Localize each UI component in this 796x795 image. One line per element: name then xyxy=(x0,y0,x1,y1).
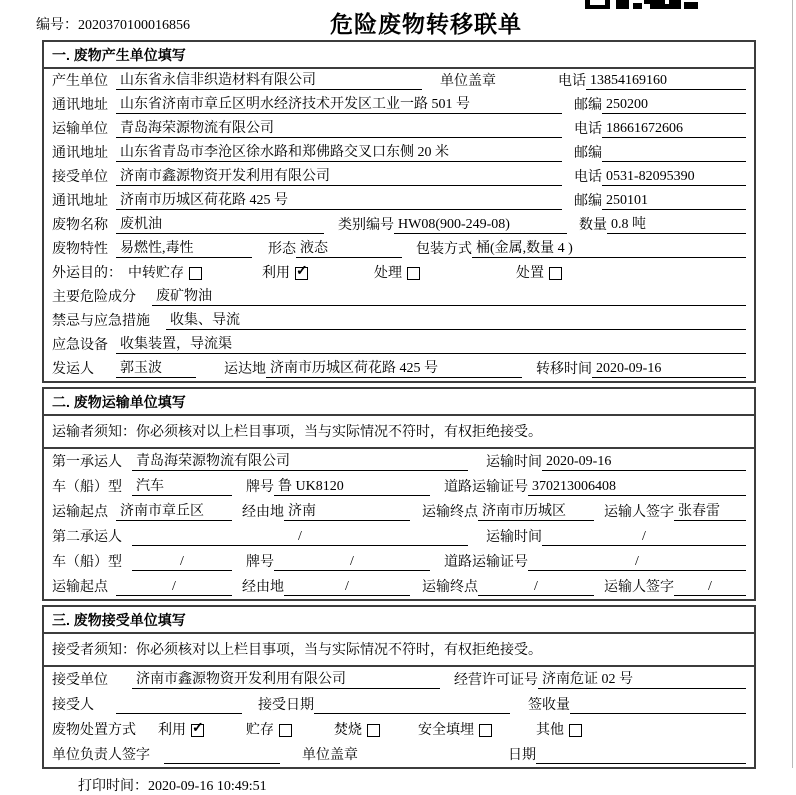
field-value: 山东省济南市章丘区明水经济技术开发区工业一路 501 号 xyxy=(116,93,562,114)
date-value xyxy=(536,763,746,764)
seal-label: 单位盖章 xyxy=(302,748,358,763)
time-value: / xyxy=(542,529,746,546)
field-label: 车（船）型 xyxy=(52,555,122,570)
phone-label: 电话 xyxy=(574,170,602,185)
field-label: 主要危险成分 xyxy=(52,290,136,305)
option-treat xyxy=(374,262,420,282)
field-label: 外运目的： xyxy=(52,266,122,281)
plate-value: / xyxy=(274,554,430,571)
section-1-title: 一. 废物产生单位填写 xyxy=(44,42,754,69)
row-waste-property xyxy=(44,237,754,261)
section-3-title: 三. 废物接受单位填写 xyxy=(44,607,754,634)
row-receiver-address xyxy=(44,189,754,213)
row-first-carrier xyxy=(44,449,754,474)
checkbox-checked-icon[interactable] xyxy=(295,267,308,280)
row-main-hazard xyxy=(44,285,754,309)
plate-label: 牌号 xyxy=(246,555,274,570)
page-title: 危险废物转移联单 xyxy=(330,11,522,37)
serial-value: 2020370100016856 xyxy=(78,18,190,33)
checkbox-unchecked-icon[interactable] xyxy=(479,724,492,737)
license-label: 经营许可证号 xyxy=(454,673,538,688)
row-responsible-sign xyxy=(44,742,754,767)
field-label: 通讯地址 xyxy=(52,146,108,161)
pack-value: 桶(金属,数量 4 ) xyxy=(472,237,746,258)
via-label: 经由地 xyxy=(242,580,284,595)
end-value: / xyxy=(478,579,594,596)
row-route-2 xyxy=(44,574,754,599)
seal-label: 单位盖章 xyxy=(440,74,496,89)
phone-label: 电话 xyxy=(574,122,602,137)
end-value: 济南市历城区 xyxy=(478,500,594,521)
phone-value: 13854169160 xyxy=(586,73,746,90)
via-value: 济南 xyxy=(284,500,410,521)
field-label: 接受人 xyxy=(52,698,94,713)
option-landfill xyxy=(418,719,492,739)
checkbox-unchecked-icon[interactable] xyxy=(569,724,582,737)
option-utilize xyxy=(158,719,204,739)
section-receiver xyxy=(42,605,756,769)
checkbox-unchecked-icon[interactable] xyxy=(549,267,562,280)
receipt-qty-value xyxy=(570,713,746,714)
vehicle-type: / xyxy=(132,554,232,571)
field-label: 接受单位 xyxy=(52,673,108,688)
zip-value: 250200 xyxy=(602,97,746,114)
qty-label: 数量 xyxy=(579,218,607,233)
row-vehicle-2 xyxy=(44,549,754,574)
option-incinerate xyxy=(334,719,380,739)
receiver-notice: 接受者须知：你必须核对以上栏目事项，当与实际情况不符时，有权拒绝接受。 xyxy=(44,634,754,667)
field-value: 济南市鑫源物资开发利用有限公司 xyxy=(132,668,440,689)
checkbox-label: 利用 xyxy=(262,266,290,281)
row-vehicle-1 xyxy=(44,474,754,499)
field-value: 废矿物油 xyxy=(152,285,746,306)
checkbox-label: 利用 xyxy=(158,723,186,738)
road-cert-value: / xyxy=(528,554,746,571)
field-label: 运输起点 xyxy=(52,505,108,520)
property-value: 易燃性,毒性 xyxy=(116,237,252,258)
checkbox-checked-icon[interactable] xyxy=(191,724,204,737)
sign-value: / xyxy=(674,579,746,596)
field-label: 第一承运人 xyxy=(52,455,122,470)
field-label: 废物特性 xyxy=(52,242,108,257)
code-label: 类别编号 xyxy=(338,218,394,233)
option-dispose xyxy=(516,262,562,282)
checkbox-unchecked-icon[interactable] xyxy=(367,724,380,737)
row-contraindication xyxy=(44,309,754,333)
field-value: / xyxy=(132,529,468,546)
receive-date-label: 接受日期 xyxy=(258,698,314,713)
field-label: 应急设备 xyxy=(52,338,108,353)
origin-value: / xyxy=(116,579,232,596)
date-label: 日期 xyxy=(508,748,536,763)
field-value: 山东省永信非织造材料有限公司 xyxy=(116,69,422,90)
print-time: 打印时间：2020-09-16 10:49:51 xyxy=(78,779,267,794)
checkbox-unchecked-icon[interactable] xyxy=(407,267,420,280)
time-label: 运输时间 xyxy=(486,455,542,470)
zip-label: 邮编 xyxy=(574,98,602,113)
dest-label: 运达地 xyxy=(224,362,266,377)
transporter-notice: 运输者须知：你必须核对以上栏目事项，当与实际情况不符时，有权拒绝接受。 xyxy=(44,416,754,449)
field-label: 废物名称 xyxy=(52,218,108,233)
row-waste-name xyxy=(44,213,754,237)
field-label: 运输起点 xyxy=(52,580,108,595)
option-other xyxy=(536,719,582,739)
vehicle-type: 汽车 xyxy=(132,475,232,496)
phone-value: 0531-82095390 xyxy=(602,169,746,186)
pack-label: 包装方式 xyxy=(416,242,472,257)
checkbox-label: 安全填埋 xyxy=(418,723,474,738)
sign-label: 运输人签字 xyxy=(604,505,674,520)
form-label: 形态 xyxy=(268,242,296,257)
phone-value: 18661672606 xyxy=(602,121,746,138)
field-value: 青岛海荣源物流有限公司 xyxy=(116,117,562,138)
zip-label: 邮编 xyxy=(574,194,602,209)
field-value: 济南市历城区荷花路 425 号 xyxy=(116,189,562,210)
plate-label: 牌号 xyxy=(246,480,274,495)
sign-value: 张春雷 xyxy=(674,500,746,521)
end-label: 运输终点 xyxy=(422,580,478,595)
road-cert-label: 道路运输证号 xyxy=(444,555,528,570)
option-store xyxy=(246,719,292,739)
row-receiver-person xyxy=(44,692,754,717)
field-label: 单位负责人签字 xyxy=(52,748,150,763)
code-value: HW08(900-249-08) xyxy=(394,217,567,234)
field-label: 车（船）型 xyxy=(52,480,122,495)
document-header xyxy=(34,6,796,40)
field-label: 产生单位 xyxy=(52,74,108,89)
row-transport-unit xyxy=(44,117,754,141)
field-label: 通讯地址 xyxy=(52,98,108,113)
checkbox-label: 中转贮存 xyxy=(128,266,184,281)
row-emergency-equipment xyxy=(44,333,754,357)
via-value: / xyxy=(284,579,410,596)
receiver-value xyxy=(116,713,242,714)
page-right-border xyxy=(792,0,793,768)
field-label: 禁忌与应急措施 xyxy=(52,314,150,329)
checkbox-unchecked-icon[interactable] xyxy=(189,267,202,280)
row-disposal-method xyxy=(44,717,754,742)
row-outbound-purpose xyxy=(44,261,754,285)
end-label: 运输终点 xyxy=(422,505,478,520)
row-second-carrier xyxy=(44,524,754,549)
road-cert-label: 道路运输证号 xyxy=(444,480,528,495)
time-value: 2020-09-16 xyxy=(542,454,746,471)
via-label: 经由地 xyxy=(242,505,284,520)
transfer-time-value: 2020-09-16 xyxy=(592,361,746,378)
license-value: 济南危证 02 号 xyxy=(538,668,746,689)
serial-number xyxy=(36,14,190,34)
road-cert-value: 370213006408 xyxy=(528,479,746,496)
section-producer xyxy=(42,40,756,383)
field-label: 接受单位 xyxy=(52,170,108,185)
zip-label: 邮编 xyxy=(574,146,602,161)
field-label: 运输单位 xyxy=(52,122,108,137)
row-producer-unit xyxy=(44,69,754,93)
option-utilize xyxy=(262,262,308,282)
checkbox-label: 焚烧 xyxy=(334,723,362,738)
section-2-title: 二. 废物运输单位填写 xyxy=(44,389,754,416)
row-transport-address xyxy=(44,141,754,165)
row-producer-address xyxy=(44,93,754,117)
plate-value: 鲁 UK8120 xyxy=(274,475,430,496)
receive-date-value xyxy=(314,713,510,714)
field-value: 青岛海荣源物流有限公司 xyxy=(132,450,468,471)
field-label: 发运人 xyxy=(52,362,94,377)
row-route-1 xyxy=(44,499,754,524)
field-value: 收集装置，导流渠 xyxy=(116,333,746,354)
serial-label: 编号： xyxy=(36,18,78,33)
section-transporter xyxy=(42,387,756,601)
field-value: 山东省青岛市李沧区徐水路和郑佛路交叉口东侧 20 米 xyxy=(116,141,562,162)
checkbox-label: 其他 xyxy=(536,723,564,738)
row-consignor xyxy=(44,357,754,381)
row-receiver-unit xyxy=(44,165,754,189)
time-label: 运输时间 xyxy=(486,530,542,545)
field-value: 收集、导流 xyxy=(166,309,746,330)
checkbox-label: 处理 xyxy=(374,266,402,281)
waste-name-value: 废机油 xyxy=(116,213,324,234)
field-label: 第二承运人 xyxy=(52,530,122,545)
checkbox-unchecked-icon[interactable] xyxy=(279,724,292,737)
sign-label: 运输人签字 xyxy=(604,580,674,595)
checkbox-label: 贮存 xyxy=(246,723,274,738)
receipt-qty-label: 签收量 xyxy=(528,698,570,713)
qty-value: 0.8 吨 xyxy=(607,213,746,234)
option-transfer-storage xyxy=(128,262,202,282)
origin-value: 济南市章丘区 xyxy=(116,500,232,521)
transfer-time-label: 转移时间 xyxy=(536,362,592,377)
checkbox-label: 处置 xyxy=(516,266,544,281)
form-value: 液态 xyxy=(296,237,402,258)
zip-value: 250101 xyxy=(602,193,746,210)
sign-value xyxy=(164,763,280,764)
phone-label: 电话 xyxy=(558,74,586,89)
field-label: 废物处置方式 xyxy=(52,723,136,738)
consignor-value: 郭玉波 xyxy=(116,357,196,378)
dest-value: 济南市历城区荷花路 425 号 xyxy=(266,357,522,378)
row-receiving-unit xyxy=(44,667,754,692)
zip-value xyxy=(602,161,746,162)
field-value: 济南市鑫源物资开发利用有限公司 xyxy=(116,165,562,186)
field-label: 通讯地址 xyxy=(52,194,108,209)
